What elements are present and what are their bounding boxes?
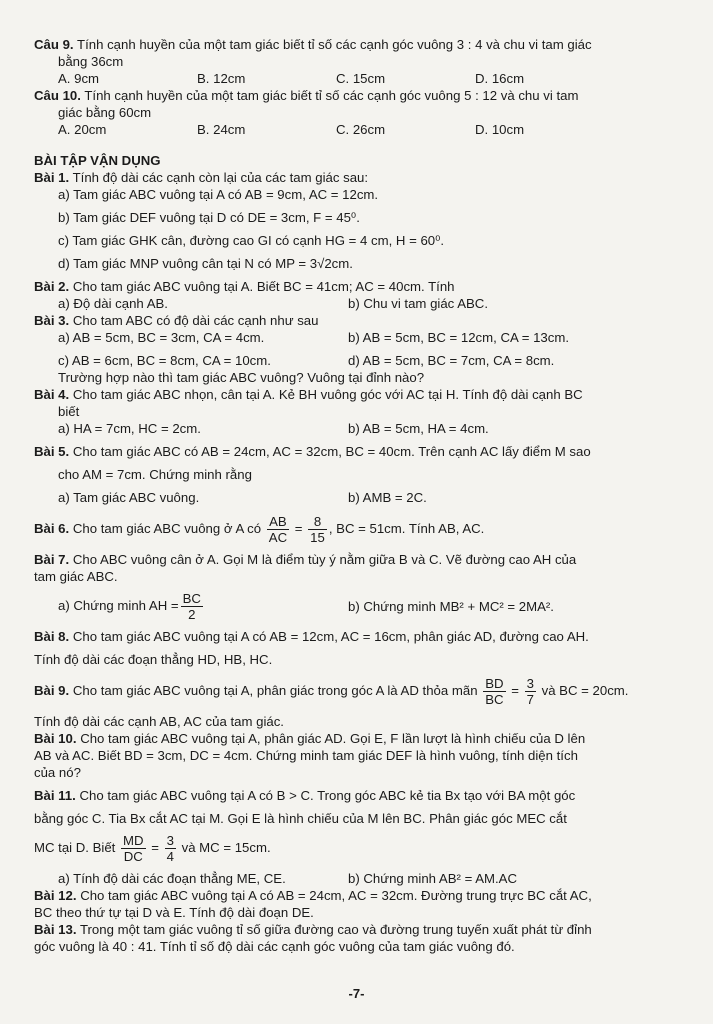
answer-options	[34, 121, 669, 138]
exercise-label: Bài 12.	[34, 888, 77, 903]
exercise-5: Bài 5. Cho tam giác ABC có AB = 24cm, AC = 32cm, BC = 40cm. Trên cạnh AC lấy điểm M sao	[34, 444, 591, 459]
fraction: $\frac{3}{7}$	[526, 676, 534, 707]
exercise-10: Bài 10. Cho tam giác ABC vuông tại A, phân giác AD. Gọi E, F lần lượt là hình chiếu của D lên	[34, 731, 586, 746]
question-10: Câu 10. Tính cạnh huyền của một tam giác biết tỉ số các cạnh góc vuông 5 : 12 và chu vi tam	[34, 88, 579, 103]
exercise-7: Bài 7. Cho ABC vuông cân ở A. Gọi M là điểm tùy ý nằm giữa B và C. Vẽ đường cao AH của	[34, 552, 577, 567]
option-c: C. 15cm	[336, 71, 386, 86]
option-c: C. 26cm	[336, 122, 386, 137]
option-d: D. 10cm	[475, 122, 525, 137]
exercise-label: Bài 4.	[34, 387, 70, 402]
section-title: BÀI TẬP VẬN DỤNG	[34, 153, 161, 168]
fraction: $\frac{BD}{BC}$	[485, 676, 504, 707]
option-a: A. 20cm	[58, 122, 107, 137]
fraction: $\frac{MD}{DC}$	[123, 833, 144, 864]
fraction: $\frac{AB}{AC}$	[268, 514, 288, 545]
fraction: $\frac{8}{15}$	[310, 514, 325, 545]
exercise-12: Bài 12. Cho tam giác ABC vuông tại A có AB = 24cm, AC = 32cm. Đường trung trực BC cắt AC,	[34, 888, 592, 903]
exercise-label: Bài 2.	[34, 279, 70, 294]
fraction: $\frac{BC}{2}$	[182, 591, 201, 622]
exercise-11: Bài 11. Cho tam giác ABC vuông tại A có B > C. Trong góc ABC kẻ tia Bx tạo với BA một góc	[34, 788, 576, 803]
exercise-4: Bài 4. Cho tam giác ABC nhọn, cân tại A. Kẻ BH vuông góc với AC tại H. Tính độ dài cạnh BC	[34, 387, 583, 402]
option-b: B. 24cm	[197, 122, 246, 137]
question-9: Câu 9. Tính cạnh huyền của một tam giác biết tỉ số các cạnh góc vuông 3 : 4 và chu vi tam giác	[34, 37, 592, 52]
exercise-label: Bài 5.	[34, 444, 70, 459]
page-number: -7-	[348, 986, 365, 1001]
exercise-label: Bài 11.	[34, 788, 76, 803]
exercise-label: Bài 9.	[34, 682, 70, 698]
exercise-label: Bài 10.	[34, 731, 77, 746]
exercise-9: Bài 9. Cho tam giác ABC vuông tại A, phân giác trong góc A là AD thỏa mãn $\frac{BD}{BC}$ = $\frac{3}{7}$ và BC = 20cm.	[34, 676, 629, 707]
option-a: A. 9cm	[58, 71, 100, 86]
exercise-label: Bài 3.	[34, 313, 70, 328]
exercise-2: Bài 2. Cho tam giác ABC vuông tại A. Biết BC = 41cm; AC = 40cm. Tính	[34, 279, 455, 294]
exercise-8: Bài 8. Cho tam giác ABC vuông tại A có AB = 12cm, AC = 16cm, phân giác AD, đường cao AH.	[34, 629, 589, 644]
exercise-13: Bài 13. Trong một tam giác vuông tỉ số giữa đường cao và đường trung tuyến xuất phát từ đỉnh	[34, 922, 592, 937]
exercise-1: Bài 1. Tính độ dài các cạnh còn lại của các tam giác sau:	[34, 170, 369, 185]
exercise-label: Bài 1.	[34, 170, 70, 185]
exercise-3: Bài 3. Cho tam ABC có độ dài các cạnh như sau	[34, 313, 319, 328]
question-label: Câu 10.	[34, 88, 81, 103]
exercise-label: Bài 13.	[34, 922, 77, 937]
worksheet-page: Câu 9. Tính cạnh huyền của một tam giác biết tỉ số các cạnh góc vuông 3 : 4 và chu vi tam giác bằng 36cm A. 9cm B. 12cm C. 15cm D. 16cm Câu 10. Tính cạnh huyền của một tam giác biết tỉ số các cạnh góc vuông 5 : 12 và chu vi tam giác bằng 60cm A. 20cm B. 24cm C. 26cm D. 10cm BÀI TẬP VẬN DỤNG Bài 1. Tính độ dài các cạnh còn lại của các tam giác sau: a) Tam giác ABC vuông tại A có AB = 9cm, AC = 12cm. b) Tam giác DEF vuông tại D có DE = 3cm, F = 45⁰. c) Tam giác GHK cân, đường cao GI có cạnh HG = 4 cm, H = 60⁰. d) Tam giác MNP vuông cân tại N có MP = 3√2cm. Bài 2. Cho tam giác ABC vuông tại A. Biết BC = 41cm; AC = 40cm. Tính a) Độ dài cạnh AB. b) Chu vi tam giác ABC. Bài 3. Cho tam ABC có độ dài các cạnh như sau a) AB = 5cm, BC = 3cm, CA = 4cm. b) AB = 5cm, BC = 12cm, CA = 13cm. c) AB = 6cm, BC = 8cm, CA = 10cm. d) AB = 5cm, BC = 7cm, CA = 8cm. Trường hợp nào thì tam giác ABC vuông? Vuông tại đỉnh nào? Bài 4. Cho tam giác ABC nhọn, cân tại A. Kẻ BH vuông góc với AC tại H. Tính độ dài cạnh BC biết a) HA = 7cm, HC = 2cm. b) AB = 5cm, HA = 4cm. Bài 5. Cho tam giác ABC có AB = 24cm, AC = 32cm, BC = 40cm. Trên cạnh AC lấy điểm M sao cho AM = 7cm. Chứng minh rằng a) Tam giác ABC vuông. b) AMB = 2C. Bài 6. Cho tam giác ABC vuông ở A có $\frac{AB}{AC}$ = $\frac{8}{15}$ , BC = 51cm. Tính AB, AC. Bài 7. Cho ABC vuông cân ở A. Gọi M là điểm tùy ý nằm giữa B và C. Vẽ đường cao AH của tam giác ABC. a) Chứng minh AH = $\frac{BC}{2}$ b) Chứng minh MB² + MC² = 2MA². Bài 8. Cho tam giác ABC vuông tại A có AB = 12cm, AC = 16cm, phân giác AD, đường cao AH. Tính độ dài các đoạn thẳng HD, HB, HC. Bài 9. Cho tam giác ABC vuông tại A, phân giác trong góc A là AD thỏa mãn $\frac{BD}{BC}$ = $\frac{3}{7}$ và BC = 20cm. Tính độ dài các cạnh AB, AC của tam giác. Bài 10. Cho tam giác ABC vuông tại A, phân giác AD. Gọi E, F lần lượt là hình chiếu của D lên AB và AC. Biết BD = 3cm, DC = 4cm. Chứng minh tam giác DEF là hình vuông, tính diện tích của nó? Bài 11. Cho tam giác ABC vuông tại A có B > C. Trong góc ABC kẻ tia Bx tạo với BA một góc bằng góc C. Tia Bx cắt AC tại M. Gọi E là hình chiếu của M lên BC. Phân giác góc MEC cắt MC tại D. Biết $\frac{MD}{DC}$ = $\frac{3}{4}$ và MC = 15cm. a) Tính độ dài các đoạn thẳng ME, CE. b) Chứng minh AB² = AM.AC Bài 12. Cho tam giác ABC vuông tại A có AB = 24cm, AC = 32cm. Đường trung trực BC cắt AC, BC theo thứ tự tại D và E. Tính độ dài đoạn DE. Bài 13. Trong một tam giác vuông tỉ số giữa đường cao và đường trung tuyến xuất phát từ đỉnh góc vuông là 40 : 41. Tính tỉ số độ dài các cạnh góc vuông của tam giác vuông đó. -7-	[0, 0, 713, 1024]
option-d: D. 16cm	[475, 71, 525, 86]
exercise-label: Bài 7.	[34, 552, 70, 567]
answer-options	[34, 70, 669, 87]
question-label: Câu 9.	[34, 37, 74, 52]
exercise-6: Bài 6. Cho tam giác ABC vuông ở A có $\frac{AB}{AC}$ = $\frac{8}{15}$ , BC = 51cm. Tính AB, AC.	[34, 514, 485, 545]
option-b: B. 12cm	[197, 71, 246, 86]
exercise-label: Bài 8.	[34, 629, 70, 644]
exercise-label: Bài 6.	[34, 520, 70, 536]
fraction: $\frac{3}{4}$	[166, 833, 174, 864]
